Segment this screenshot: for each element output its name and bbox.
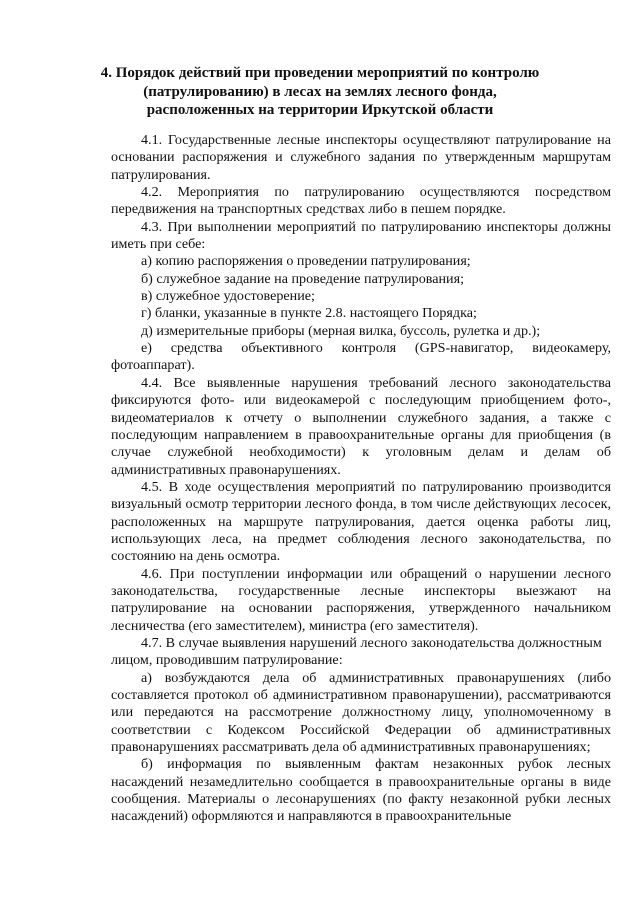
paragraph: г) бланки, указанные в пункте 2.8. настоящего Порядка;	[141, 305, 477, 322]
paragraph: 4.2. Мероприятия по патрулированию осуществляются посредством передвижения на транспортных средствах либо в пешем порядке.	[111, 184, 611, 218]
paragraph: б) информация по выявленным фактам незаконных рубок лесных насаждений незамедлительно сообщается в правоохранительные органы в виде сообщения. Материалы о лесонарушениях (по факту незаконной рубки лесных насаждений) оформляются и направляются в правоохранительные	[111, 756, 611, 825]
paragraph: 4.3. При выполнении мероприятий по патрулированию инспекторы должны иметь при себе:	[111, 218, 611, 253]
paragraph: б) служебное задание на проведение патрулирования;	[141, 270, 464, 287]
paragraph: 4.5. В ходе осуществления мероприятий по патрулированию производится визуальный осмотр территории лесного фонда, в том числе действующих лесосек, расположенных на маршруте патрулирования, дается оценка работы лиц, использующих леса, на предмет соблюдения лесного законодательства, по состоянию на день осмотра.	[111, 478, 611, 565]
paragraph: 4.1. Государственные лесные инспекторы осуществляют патрулирование на основании распоряжения и служебного задания по утвержденным маршрутам патрулирования.	[111, 132, 611, 183]
paragraph: 4.7. В случае выявления нарушений лесного законодательства должностным лицом, проводившим патрулирование:	[111, 634, 602, 669]
paragraph: 4.4. Все выявленные нарушения требований лесного законодательства фиксируются фото- или видеокамерой с последующим приобщением фото-, видеоматериалов к отчету о выполнении служебного задания, а также с последующим направлением в правоохранительные органы для приобщения (в случае служебной необходимости) к уголовным делам и делам об административных правонарушениях.	[111, 374, 611, 478]
paragraph: д) измерительные приборы (мерная вилка, буссоль, рулетка и др.);	[141, 322, 541, 339]
paragraph: а) возбуждаются дела об административных правонарушениях (либо составляется протокол об административном правонарушении), рассматриваются или передаются на рассмотрение должностному лицу, уполномоченному в соответствии с Кодексом Российской Федерации об административных правонарушениях рассматривать дела об административных правонарушениях;	[111, 669, 611, 756]
section-body	[111, 132, 611, 826]
section-title: 4. Порядок действий при проведении мероприятий по контролю (патрулированию) в лесах на землях лесного фонда, расположенных на территории Иркутской области	[100, 65, 540, 118]
paragraph: е) средства объективного контроля (GPS-навигатор, видеокамеру, фотоаппарат).	[111, 340, 611, 374]
paragraph: а) копию распоряжения о проведении патрулирования;	[141, 253, 471, 270]
paragraph: в) служебное удостоверение;	[141, 288, 315, 305]
paragraph: 4.6. При поступлении информации или обращений о нарушении лесного законодательства, государственные лесные инспекторы выезжают на патрулирование на основании распоряжения, утвержденного начальником лесничества (его заместителем), министра (его заместителя).	[111, 565, 611, 634]
